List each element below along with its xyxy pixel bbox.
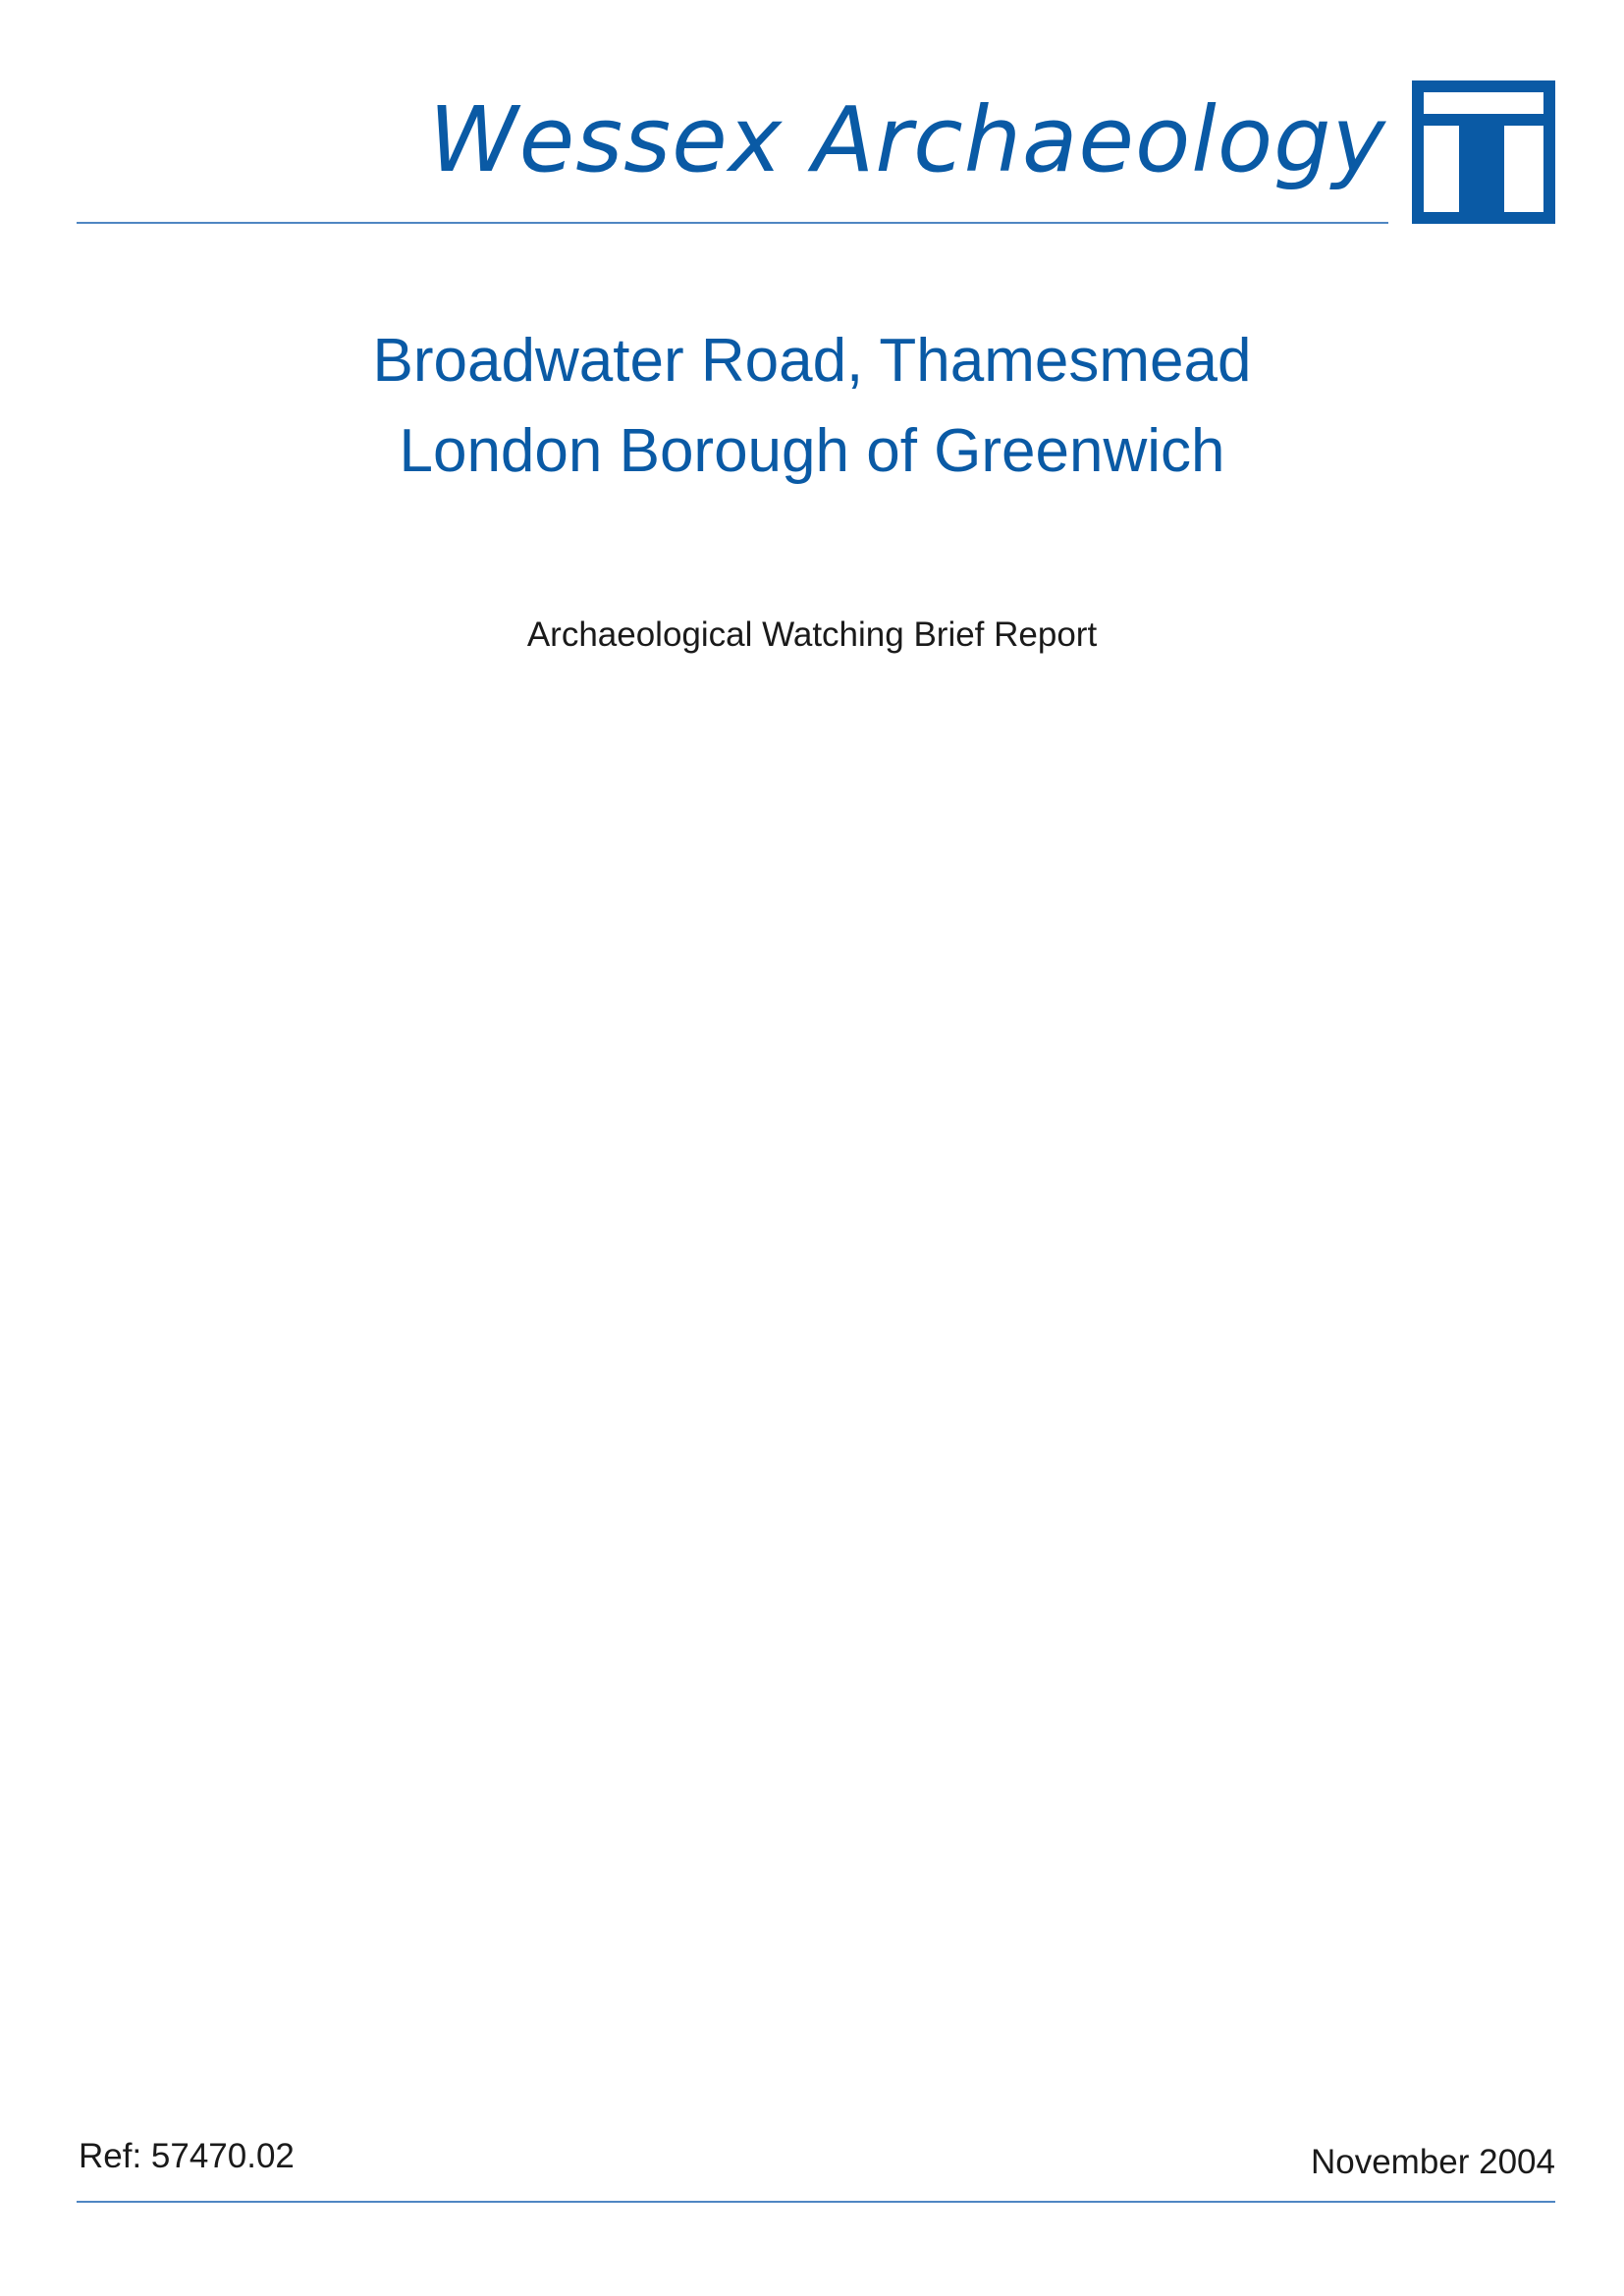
title-line-1: Broadwater Road, Thamesmead	[372, 327, 1252, 395]
wessex-archaeology-logo-icon	[1412, 80, 1555, 224]
title-line-2: London Borough of Greenwich	[399, 417, 1225, 485]
report-date: November 2004	[1310, 2143, 1555, 2181]
report-reference: Ref: 57470.02	[79, 2137, 295, 2175]
report-subtitle: Archaeological Watching Brief Report	[526, 615, 1098, 654]
report-title	[0, 316, 1624, 497]
organisation-name: Wessex Archaeology	[428, 87, 1386, 192]
footer-divider	[77, 2201, 1555, 2203]
header-divider	[77, 222, 1388, 224]
